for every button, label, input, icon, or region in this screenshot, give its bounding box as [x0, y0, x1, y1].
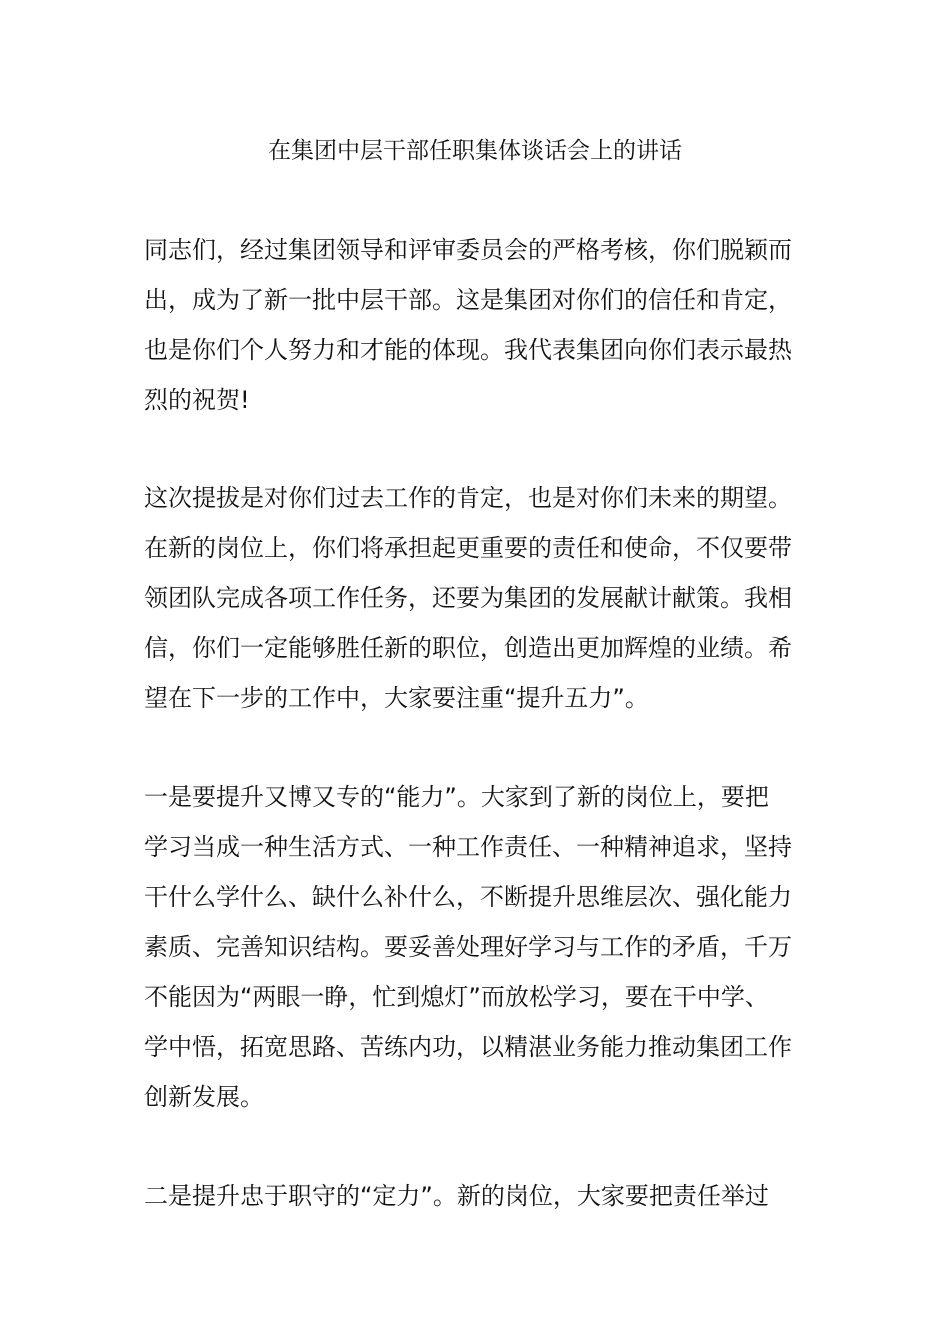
text-line: 也是你们个人努力和才能的体现。我代表集团向你们表示最热: [144, 336, 792, 364]
text-line: 领团队完成各项工作任务，还要为集团的发展献计献策。我相: [144, 584, 792, 612]
text-line: 不能因为“两眼一睁，忙到熄灯”而放松学习，要在干中学、: [144, 983, 769, 1011]
text-line: 同志们，经过集团领导和评审委员会的严格考核，你们脱颖而: [144, 236, 792, 264]
paragraph-expectations: [144, 473, 792, 723]
paragraph-ability: [144, 772, 792, 1122]
text-line: 干什么学什么、缺什么补什么，不断提升思维层次、强化能力: [144, 883, 792, 911]
text-line: 学习当成一种生活方式、一种工作责任、一种精神追求，坚持: [144, 833, 792, 861]
text-line: 这次提拔是对你们过去工作的肯定，也是对你们未来的期望。: [144, 484, 792, 512]
paragraph-resolve: [144, 1171, 769, 1221]
paragraph-congratulations: [144, 225, 792, 425]
text-line: 信，你们一定能够胜任新的职位，创造出更加辉煌的业绩。希: [144, 634, 792, 662]
text-line: 出，成为了新一批中层干部。这是集团对你们的信任和肯定，: [144, 286, 792, 314]
text-line: 一是要提升又博又专的“能力”。大家到了新的岗位上，要把: [144, 783, 769, 811]
text-line: 在新的岗位上，你们将承担起更重要的责任和使命，不仅要带: [144, 534, 792, 562]
text-line: 烈的祝贺!: [144, 386, 250, 414]
text-line: 创新发展。: [144, 1083, 264, 1111]
text-line: 二是提升忠于职守的“定力”。新的岗位，大家要把责任举过: [144, 1182, 769, 1210]
text-line: 素质、完善知识结构。要妥善处理好学习与工作的矛盾，千万: [144, 933, 792, 961]
document-title: 在集团中层干部任职集体谈话会上的讲话: [268, 138, 682, 164]
text-line: 学中悟，拓宽思路、苦练内功，以精湛业务能力推动集团工作: [144, 1033, 792, 1061]
text-line: 望在下一步的工作中，大家要注重“提升五力”。: [144, 684, 649, 712]
